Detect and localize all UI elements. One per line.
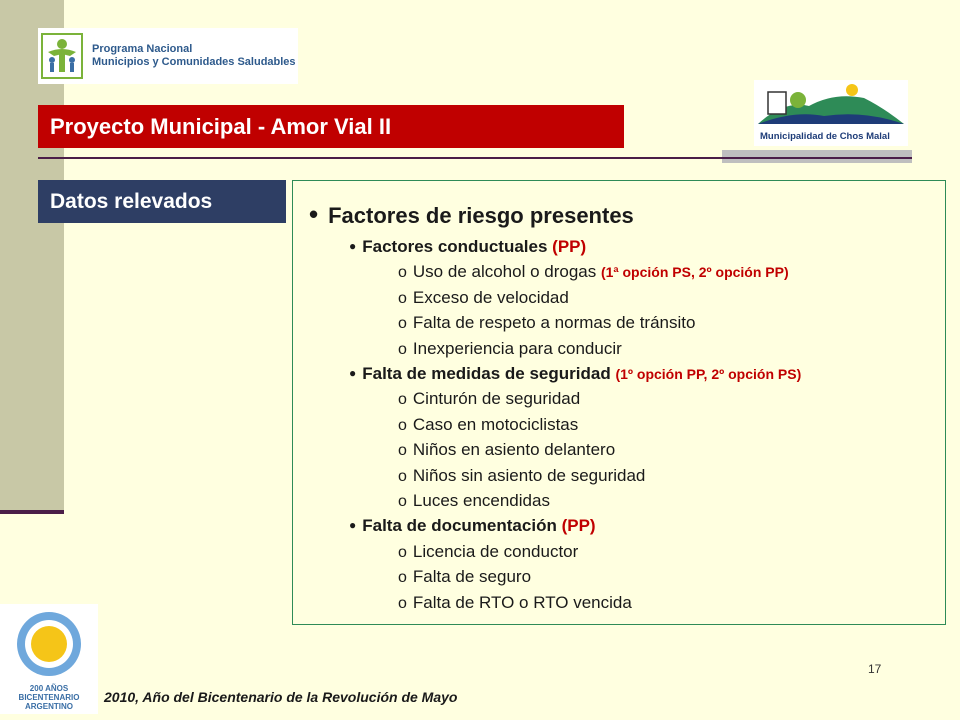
bicentenario-line3: ARGENTINO xyxy=(25,702,73,711)
bicentenario-logo xyxy=(0,604,98,714)
content-heading xyxy=(309,199,634,230)
list-item-text: Caso en motociclistas xyxy=(412,415,579,434)
circle-bullet-icon: o xyxy=(398,264,407,281)
circle-bullet-icon: o xyxy=(398,315,407,332)
municipality-logo xyxy=(754,80,908,146)
group-label: Falta de documentación xyxy=(362,516,557,535)
municipality-logo-text: Municipalidad de Chos Malal xyxy=(760,131,890,142)
bullet-icon: ● xyxy=(349,366,357,380)
list-item xyxy=(398,389,580,409)
sun-emblem-icon xyxy=(0,604,98,684)
group-documentation xyxy=(349,516,596,536)
list-item xyxy=(398,567,531,587)
page-title: Proyecto Municipal - Amor Vial II xyxy=(38,105,624,148)
list-item xyxy=(398,262,789,282)
list-item-text: Cinturón de seguridad xyxy=(412,389,581,408)
program-logo xyxy=(38,28,298,84)
circle-bullet-icon: o xyxy=(398,493,407,510)
circle-bullet-icon: o xyxy=(398,417,407,434)
header-stripe xyxy=(722,150,912,157)
list-item xyxy=(398,491,550,511)
group-tag: (1º opción PP, 2º opción PS) xyxy=(615,366,802,382)
content-heading-text: Factores de riesgo presentes xyxy=(328,203,634,228)
page-number: 17 xyxy=(868,662,882,676)
list-item xyxy=(398,313,695,333)
program-logo-line2: Municipios y Comunidades Saludables xyxy=(92,56,296,68)
bullet-icon: • xyxy=(309,199,319,229)
bullet-icon: ● xyxy=(349,239,357,253)
circle-bullet-icon: o xyxy=(398,468,407,485)
circle-bullet-icon: o xyxy=(398,290,407,307)
circle-bullet-icon: o xyxy=(398,569,407,586)
circle-bullet-icon: o xyxy=(398,442,407,459)
list-item-text: Falta de RTO o RTO vencida xyxy=(412,593,632,612)
list-item-text: Inexperiencia para conducir xyxy=(412,339,622,358)
list-item-text: Licencia de conductor xyxy=(412,542,579,561)
list-item xyxy=(398,440,615,460)
group-label: Falta de medidas de seguridad xyxy=(362,364,611,383)
list-item-text: Uso de alcohol o drogas xyxy=(412,262,597,281)
people-tree-icon xyxy=(40,30,84,82)
list-item-text: Niños sin asiento de seguridad xyxy=(412,466,646,485)
group-tag: (PP) xyxy=(561,516,596,535)
circle-bullet-icon: o xyxy=(398,595,407,612)
list-item xyxy=(398,466,645,486)
section-label: Datos relevados xyxy=(38,180,286,223)
list-item xyxy=(398,339,622,359)
content-panel xyxy=(292,180,946,625)
list-item-text: Niños en asiento delantero xyxy=(412,440,616,459)
circle-bullet-icon: o xyxy=(398,391,407,408)
group-tag: (PP) xyxy=(552,237,587,256)
list-item-text: Falta de respeto a normas de tránsito xyxy=(412,313,696,332)
list-item-tag: (1ª opción PS, 2º opción PP) xyxy=(600,264,789,280)
bullet-icon: ● xyxy=(349,518,357,532)
circle-bullet-icon: o xyxy=(398,341,407,358)
bicentenario-line2: BICENTENARIO xyxy=(18,693,80,702)
group-behavioral xyxy=(349,237,586,257)
footer-text: 2010, Año del Bicentenario de la Revolución de Mayo xyxy=(104,689,458,705)
list-item xyxy=(398,415,578,435)
group-safety xyxy=(349,364,801,384)
list-item xyxy=(398,593,632,613)
bicentenario-line1: 200 AÑOS xyxy=(29,684,69,693)
mountain-sun-icon xyxy=(754,80,908,130)
list-item xyxy=(398,288,569,308)
list-item-text: Falta de seguro xyxy=(412,567,532,586)
group-label: Factores conductuales xyxy=(362,237,548,256)
list-item-text: Exceso de velocidad xyxy=(412,288,569,307)
header-stripe-lower xyxy=(722,159,912,163)
left-band-edge xyxy=(0,510,64,514)
circle-bullet-icon: o xyxy=(398,544,407,561)
list-item-text: Luces encendidas xyxy=(412,491,550,510)
list-item xyxy=(398,542,578,562)
program-logo-line1: Programa Nacional xyxy=(92,43,193,55)
